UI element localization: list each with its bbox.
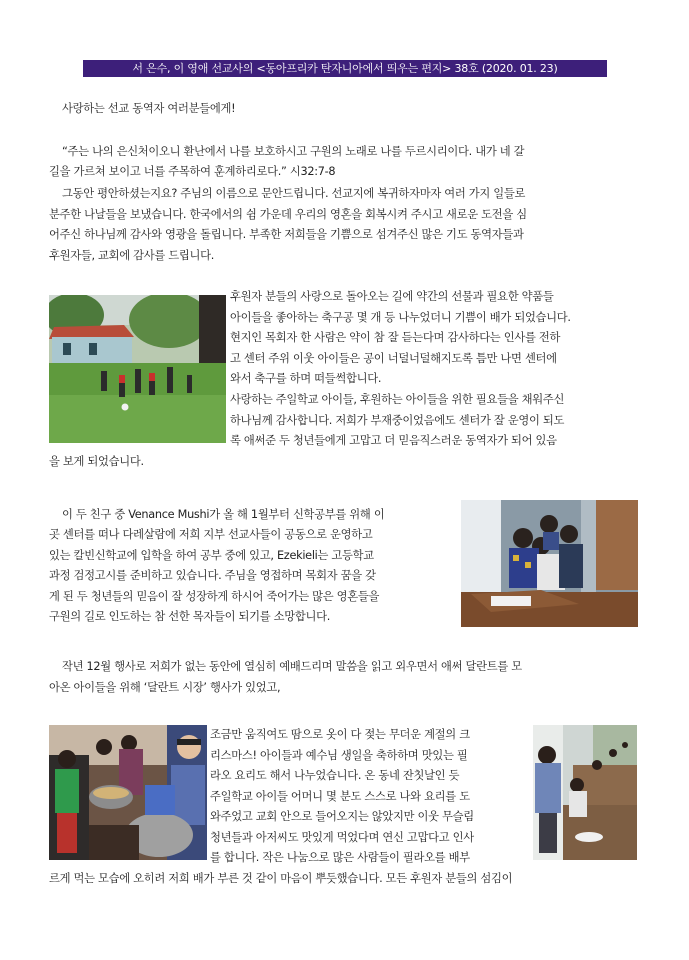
- text-line: 주일학교 아이들 어머니 몇 분도 스스로 나와 요리를 도: [210, 790, 470, 803]
- students-photo: [461, 500, 638, 627]
- text-line: 어주신 하나님께 감사와 영광을 돌립니다. 부족한 저희들을 기쁨으로 섬겨주신 많은 기도 동역자들과: [49, 228, 524, 241]
- cooking-photo: [49, 725, 207, 860]
- text-line: 라오 요리도 해서 나누었습니다. 온 동네 잔칫날인 듯: [210, 769, 460, 782]
- text-line: 고 센터 주위 이웃 아이들은 공이 너덜너덜해지도록 틈만 나면 센터에: [230, 352, 557, 365]
- text-line: 사랑하는 주일학교 아이들, 후원하는 아이들을 위한 필요들을 채워주신: [230, 393, 565, 406]
- text-line: 을 보게 되었습니다.: [49, 455, 144, 468]
- text-line: 와서 축구를 하며 떠들썩합니다.: [230, 372, 382, 385]
- text-line: 하나님께 감사합니다. 저희가 부재중이었음에도 센터가 잘 운영이 되도: [230, 414, 565, 427]
- text-line: 현지인 목회자 한 사람은 약이 참 잘 듣는다며 감사하다는 인사를 전하: [230, 331, 561, 344]
- text-line: 아이들을 좋아하는 축구공 몇 개 등 나누었더니 기쁨이 배가 되었습니다.: [230, 311, 571, 324]
- text-line: 르게 먹는 모습에 오히려 저희 배가 부른 것 같이 마음이 뿌듯했습니다. 모든 후원자 분들의 섬김이: [49, 872, 513, 885]
- text-line: 후원자들, 교회에 감사를 드립니다.: [49, 249, 215, 262]
- text-line: 리스마스! 아이들과 예수님 생일을 축하하며 맛있는 필: [210, 749, 468, 762]
- text-line: 곳 센터를 떠나 다레살람에 저희 지부 선교사들이 공동으로 운영하고: [49, 528, 373, 541]
- verse-line: “주는 나의 은신처이오니 환난에서 나를 보호하시고 구원의 노래로 나를 두르시리이다. 내가 네 갈: [62, 145, 525, 158]
- text-line: 후원자 분들의 사랑으로 돌아오는 길에 약간의 선물과 필요한 약품들: [230, 290, 554, 303]
- text-line: 구원의 길로 인도하는 참 선한 목자들이 되기를 소망합니다.: [49, 610, 331, 623]
- letter-title-banner: 서 은수, 이 영애 선교사의 <동아프리카 탄자니아에서 띄우는 편지> 38호 (2020. 01. 23): [83, 60, 607, 77]
- soccer-photo: [49, 295, 226, 443]
- text-line: 록 애써준 두 청년들에게 고맙고 더 믿음직스러운 동역자가 되어 있음: [230, 434, 557, 447]
- text-line: 와주었고 교회 안으로 들어오지는 않았지만 이웃 무슬림: [210, 810, 474, 823]
- text-line: 를 합니다. 작은 나눔으로 많은 사람들이 필라오를 배부: [210, 851, 470, 864]
- text-line: 아온 아이들을 위해 ‘달란트 시장’ 행사가 있었고,: [49, 681, 281, 694]
- text-line: 있는 칼빈신학교에 입학을 하여 공부 중에 있고, Ezekieli는 고등학교: [49, 549, 374, 562]
- greeting: 사랑하는 선교 동역자 여러분들에게!: [62, 102, 236, 115]
- text-line: 청년들과 아저씨도 맛있게 먹었다며 연신 고맙다고 인사: [210, 831, 474, 844]
- text-line: 게 된 두 청년들의 믿음이 잘 성장하게 하시어 죽어가는 많은 영혼들을: [49, 590, 380, 603]
- text-line: 분주한 나날들을 보냈습니다. 한국에서의 쉼 가운데 우리의 영혼을 회복시켜 주시고 새로운 도전을 심: [49, 208, 527, 221]
- text-line: 이 두 친구 중 Venance Mushi가 올 해 1월부터 신학공부를 위해 이: [62, 508, 385, 521]
- text-line: 작년 12월 행사로 저희가 없는 동안에 열심히 예배드리며 말씀을 읽고 외우면서 애써 달란트를 모: [62, 660, 522, 673]
- text-line: 그동안 평안하셨는지요? 주님의 이름으로 문안드립니다. 선교지에 복귀하자마자 여러 가지 일들로: [62, 187, 526, 200]
- text-line: 조금만 움직여도 땀으로 옷이 다 젖는 무더운 계절의 크: [210, 728, 470, 741]
- verse-line: 길을 가르쳐 보이고 너를 주목하여 훈계하리로다.” 시32:7-8: [49, 165, 336, 178]
- text-line: 과정 검정고시를 준비하고 있습니다. 주님을 영접하며 목회자 꿈을 갖: [49, 569, 376, 582]
- eating-photo: [533, 725, 637, 860]
